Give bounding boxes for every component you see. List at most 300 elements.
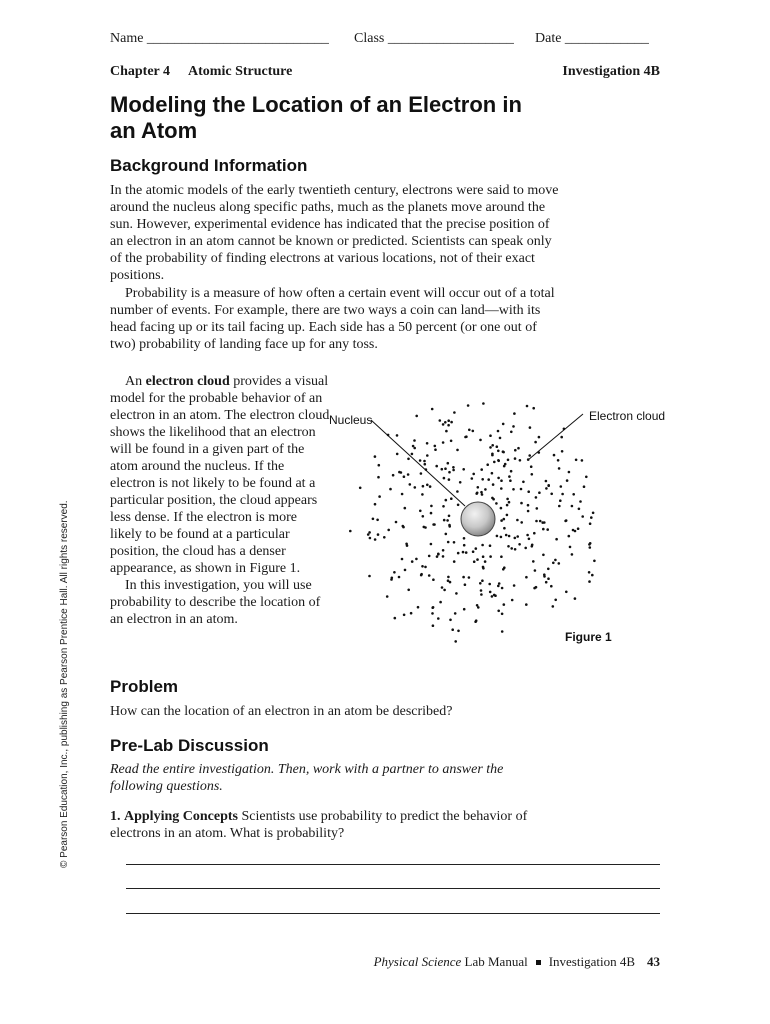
- electron-dot: [514, 449, 517, 452]
- electron-dot: [368, 531, 371, 534]
- electron-dot: [426, 442, 429, 445]
- copyright-notice: © Pearson Education, Inc., publishing as Pearson Prentice Hall. All rights reserved.: [59, 500, 70, 868]
- electron-dot: [390, 578, 393, 581]
- electron-cloud-term: electron cloud: [145, 374, 230, 389]
- electron-dot: [456, 449, 459, 452]
- electron-dot: [494, 594, 497, 597]
- electron-dot: [547, 568, 550, 571]
- electron-dot: [389, 488, 392, 491]
- electron-dot: [560, 485, 563, 488]
- electron-dot: [448, 471, 451, 474]
- electron-dot: [534, 441, 537, 444]
- electron-dot: [482, 402, 485, 405]
- electron-dot: [506, 514, 509, 517]
- electron-dot: [447, 419, 450, 422]
- electron-dot: [528, 538, 531, 541]
- electron-dot: [507, 459, 510, 462]
- class-field[interactable]: Class __________________: [354, 31, 514, 46]
- electron-dot: [525, 603, 528, 606]
- electron-dot: [493, 461, 496, 464]
- electron-dot: [472, 473, 475, 476]
- electron-dot: [481, 478, 484, 481]
- electron-dot: [489, 434, 492, 437]
- electron-dot: [593, 560, 596, 563]
- electron-dot: [581, 459, 584, 462]
- electron-dot: [480, 491, 483, 494]
- electron-dot: [480, 593, 483, 596]
- electron-dot: [506, 498, 509, 501]
- electron-dot: [482, 566, 485, 569]
- electron-dot: [554, 559, 557, 562]
- electron-dot: [430, 512, 433, 515]
- electron-dot: [500, 507, 503, 510]
- electron-dot: [415, 558, 418, 561]
- electron-dot: [374, 455, 377, 458]
- electron-dot: [374, 538, 377, 541]
- electron-dot: [441, 468, 444, 471]
- electron-dot: [369, 537, 372, 540]
- electron-dot: [554, 599, 557, 602]
- electron-dot: [457, 630, 460, 633]
- electron-dot: [417, 606, 420, 609]
- electron-dot: [568, 471, 571, 474]
- electron-dot: [488, 583, 491, 586]
- electron-dot: [589, 522, 592, 525]
- electron-dot: [420, 472, 423, 475]
- electron-dot: [430, 505, 433, 508]
- electron-dot: [552, 562, 555, 565]
- electron-dot: [561, 493, 564, 496]
- electron-dot: [532, 407, 535, 410]
- electron-dot: [479, 439, 482, 442]
- electron-dot: [410, 612, 413, 615]
- electron-dot: [592, 512, 595, 515]
- header-fields: [110, 31, 660, 49]
- electron-dot: [516, 519, 519, 522]
- electron-dot: [501, 613, 504, 616]
- electron-dot: [533, 532, 536, 535]
- electron-dot: [509, 479, 512, 482]
- electron-dot: [414, 486, 417, 489]
- electron-dot: [449, 619, 452, 622]
- electron-dot: [467, 404, 470, 407]
- prelab-heading: Pre-Lab Discussion: [110, 736, 269, 755]
- electron-dot: [402, 526, 405, 529]
- electron-dot: [510, 547, 513, 550]
- electron-dot: [486, 463, 489, 466]
- background-paragraph-2: Probability is a measure of how often a certain event will occur out of a total number of events. For example, there are two ways a coin can land—with its head facing up or its tail facing up. Each side has a 50 percent (or one out of two) probability of landing face up for any toss.: [110, 286, 555, 352]
- electron-dot: [368, 575, 371, 578]
- electron-dot: [431, 612, 434, 615]
- electron-dot: [451, 628, 454, 631]
- electron-dot: [574, 530, 577, 533]
- electron-dot: [462, 551, 465, 554]
- question-1-number: 1.: [110, 809, 121, 824]
- chapter-line: [110, 64, 660, 80]
- electron-dot: [439, 601, 442, 604]
- electron-dot: [502, 450, 505, 453]
- electron-dot: [568, 535, 571, 538]
- electron-dot: [539, 520, 542, 523]
- electron-dot: [447, 576, 450, 579]
- electron-dot: [424, 566, 427, 569]
- electron-dot: [489, 446, 492, 449]
- electron-dot: [404, 507, 407, 510]
- electron-dot: [377, 476, 380, 479]
- electron-dot: [529, 426, 532, 429]
- electron-dot: [445, 430, 448, 433]
- electron-dot: [496, 535, 499, 538]
- electron-dot: [392, 474, 395, 477]
- electron-dot: [516, 535, 519, 538]
- electron-dot: [420, 573, 423, 576]
- electron-dot: [499, 437, 502, 440]
- electron-dot: [489, 591, 492, 594]
- background-paragraph-1: In the atomic models of the early twentieth century, electrons were said to move around the nucleus along specific paths, much as the planets move around the sun. However, experimental evidence has indicated that the precise position of an electron in an atom cannot be known or predicted. Scientists can speak only of the probability of finding electrons at various locations, not of their exact positions.: [110, 183, 559, 283]
- electron-dot: [442, 423, 445, 426]
- electron-dot: [538, 491, 541, 494]
- electron-dot: [482, 555, 485, 558]
- electron-dot: [453, 560, 456, 563]
- electron-dot: [394, 617, 397, 620]
- electron-dot: [449, 581, 452, 584]
- nucleus: [461, 502, 495, 536]
- electron-dot: [535, 586, 538, 589]
- electron-dot: [566, 479, 569, 482]
- electron-dot: [514, 457, 517, 460]
- answer-line-2[interactable]: [126, 888, 660, 889]
- electron-dot: [497, 460, 500, 463]
- electron-dot: [503, 603, 506, 606]
- nucleus-label: Nucleus: [329, 413, 373, 427]
- electron-dot: [514, 537, 517, 540]
- electron-dot: [514, 548, 517, 551]
- electron-dot: [484, 488, 487, 491]
- electron-dot: [426, 454, 429, 457]
- electron-dot: [535, 496, 538, 499]
- electron-dot: [403, 475, 406, 478]
- electron-dot: [558, 562, 561, 565]
- electron-dot: [520, 521, 523, 524]
- background-paragraph-3: An electron cloud provides a visual model for the probable behavior of an electron in an atom. The electron cloud shows the likelihood that an electron will be found in a given part of the atom around the nucleus. If the electron is not likely to be found at a particular position, the cloud appears less dense. If the electron is more likely to be found at a particular position, the cloud has a denser appearance, as shown in Figure 1.: [110, 374, 330, 576]
- electron-dot: [503, 527, 506, 530]
- electron-dot: [527, 490, 530, 493]
- electron-dot: [497, 610, 500, 613]
- electron-dot: [491, 595, 494, 598]
- name-field[interactable]: Name __________________________: [110, 31, 329, 46]
- problem-heading: Problem: [110, 677, 179, 696]
- electron-dot: [444, 467, 447, 470]
- electron-dot: [423, 526, 426, 529]
- electron-dot: [374, 503, 377, 506]
- electron-dot: [536, 507, 539, 510]
- electron-dot: [479, 582, 482, 585]
- electron-dot: [434, 445, 437, 448]
- electron-dot: [372, 518, 375, 521]
- electron-dot: [464, 583, 467, 586]
- electron-dot: [407, 458, 410, 461]
- electron-dot: [497, 430, 500, 433]
- electron-dot: [476, 558, 479, 561]
- electron-dot: [453, 541, 456, 544]
- electron-dot: [585, 476, 588, 479]
- electron-dot: [421, 565, 424, 568]
- electron-dot: [510, 470, 513, 473]
- electron-dot: [543, 573, 546, 576]
- electron-dot: [452, 469, 455, 472]
- electron-dot: [489, 555, 492, 558]
- electron-dot: [454, 640, 457, 643]
- electron-dot: [457, 504, 460, 507]
- electron-dot: [589, 542, 592, 545]
- electron-dot: [558, 505, 561, 508]
- electron-dot: [437, 617, 440, 620]
- electron-dot: [447, 462, 450, 465]
- electron-dot: [443, 477, 446, 480]
- electron-dot: [411, 453, 414, 456]
- electron-dot: [531, 544, 534, 547]
- electron-dot: [489, 544, 492, 547]
- electron-dot: [442, 555, 445, 558]
- electron-dot: [511, 599, 514, 602]
- electron-dot: [506, 504, 509, 507]
- electron-dot: [463, 544, 466, 547]
- electron-dot: [468, 576, 471, 579]
- electron-dot: [448, 515, 451, 518]
- answer-line-1[interactable]: [126, 864, 660, 865]
- electron-dot: [442, 505, 445, 508]
- electron-dot: [423, 460, 426, 463]
- footer-book-title: Physical Science: [373, 954, 462, 969]
- electron-dot: [452, 466, 455, 469]
- electron-dot: [520, 502, 523, 505]
- electron-dot: [495, 502, 498, 505]
- electron-dot: [526, 534, 529, 537]
- electron-dot: [445, 499, 448, 502]
- electron-dot: [571, 553, 574, 556]
- electron-dot: [491, 472, 494, 475]
- electron-dot: [481, 493, 484, 496]
- electron-dot: [572, 493, 575, 496]
- date-field[interactable]: Date ____________: [535, 31, 649, 46]
- electron-dot: [477, 486, 480, 489]
- chapter-label: Chapter 4: [110, 64, 171, 79]
- electron-dot: [462, 468, 465, 471]
- electron-dot: [565, 591, 568, 594]
- electron-dot: [457, 552, 460, 555]
- nucleus-leader-line: [371, 420, 465, 506]
- electron-dot: [475, 619, 478, 622]
- prelab-instructions: Read the entire investigation. Then, work with a partner to answer the following questions.: [110, 762, 504, 794]
- electron-dot: [398, 576, 401, 579]
- electron-dot: [547, 577, 550, 580]
- electron-dot: [561, 450, 564, 453]
- electron-dot: [448, 525, 451, 528]
- electron-dot: [525, 576, 528, 579]
- electron-dot: [455, 592, 458, 595]
- electron-dot: [428, 574, 431, 577]
- electron-dot: [501, 630, 504, 633]
- question-1-text: Scientists use probability to predict the behavior of electrons in an atom. What is probability?: [110, 809, 528, 841]
- electron-dot: [542, 554, 545, 557]
- chapter-topic: Atomic Structure: [188, 64, 293, 79]
- electron-dot: [459, 481, 462, 484]
- electron-dot: [450, 497, 453, 500]
- electron-dot: [480, 468, 483, 471]
- electron-dot: [453, 411, 456, 414]
- electron-dot: [407, 589, 410, 592]
- electron-dot: [557, 459, 560, 462]
- electron-dot: [393, 571, 396, 574]
- page-title: Modeling the Location of an Electron in an Atom: [110, 92, 522, 143]
- electron-dot: [500, 555, 503, 558]
- background-paragraph-4: In this investigation, you will use probability to describe the location of an electron in an atom.: [110, 578, 321, 627]
- electron-dot: [481, 579, 484, 582]
- electron-dot: [519, 459, 522, 462]
- electron-dot: [496, 445, 499, 448]
- electron-dot: [575, 459, 578, 462]
- electron-dot: [441, 586, 444, 589]
- electron-dot: [545, 581, 548, 584]
- electron-dot: [513, 584, 516, 587]
- electron-dot: [450, 440, 453, 443]
- electron-dot: [437, 553, 440, 556]
- electron-dot: [430, 543, 433, 546]
- electron-dot: [471, 477, 474, 480]
- electron-dot: [510, 431, 513, 434]
- electron-dot: [508, 535, 511, 538]
- electron-dot: [507, 545, 510, 548]
- electron-dot: [513, 412, 516, 415]
- electron-dot: [500, 487, 503, 490]
- electron-dot: [481, 544, 484, 547]
- electron-dot: [376, 519, 379, 522]
- question-1-label: Applying Concepts: [124, 809, 238, 824]
- electron-dot: [498, 582, 501, 585]
- electron-dot: [443, 519, 446, 522]
- electron-dot: [409, 483, 412, 486]
- electron-dot: [497, 477, 500, 480]
- electron-dot: [500, 479, 503, 482]
- electron-dot: [415, 415, 418, 418]
- electron-dot: [465, 435, 468, 438]
- electron-dot: [395, 521, 398, 524]
- electron-dot: [447, 541, 450, 544]
- footer-investigation: Investigation 4B: [548, 954, 635, 969]
- figure-caption: Figure 1: [565, 630, 612, 644]
- electron-dot: [526, 405, 529, 408]
- electron-dot: [522, 481, 525, 484]
- electron-dot: [444, 421, 447, 424]
- electron-dot: [512, 488, 515, 491]
- electron-dot: [424, 463, 427, 466]
- electron-dot: [442, 549, 445, 552]
- electron-dot: [564, 520, 567, 523]
- electron-dot: [386, 595, 389, 598]
- electron-dot: [422, 485, 425, 488]
- electron-dot: [421, 493, 424, 496]
- electron-dot: [590, 516, 593, 519]
- electron-dot: [401, 493, 404, 496]
- electron-dot: [428, 555, 431, 558]
- cloud-leader-line: [528, 414, 583, 460]
- electron-dot: [419, 510, 422, 513]
- electron-dot: [484, 560, 487, 563]
- electron-dot: [577, 527, 580, 530]
- electron-dot: [503, 518, 506, 521]
- electron-dot: [377, 533, 380, 536]
- electron-dot: [419, 459, 422, 462]
- electron-dot: [448, 478, 451, 481]
- electron-dot: [487, 478, 490, 481]
- electron-dot: [359, 487, 362, 490]
- electron-dot: [503, 465, 506, 468]
- electron-dot: [468, 429, 471, 432]
- electron-dot: [446, 519, 449, 522]
- electron-dot: [404, 569, 407, 572]
- page-footer: [374, 954, 660, 970]
- electron-cloud-text: [110, 373, 332, 628]
- electron-dot: [435, 465, 438, 468]
- electron-dot: [472, 430, 475, 433]
- answer-line-3[interactable]: [126, 913, 660, 914]
- electron-dot: [532, 560, 535, 563]
- electron-dot: [501, 587, 504, 590]
- investigation-label: Investigation 4B: [562, 64, 660, 79]
- electron-dot: [527, 504, 530, 507]
- electron-dot: [591, 574, 594, 577]
- electron-dot: [413, 439, 416, 442]
- electron-dot: [524, 547, 527, 550]
- electron-dot: [403, 614, 406, 617]
- electron-dot: [432, 578, 435, 581]
- electron-dot: [531, 473, 534, 476]
- electron-dot: [407, 473, 410, 476]
- electron-dot: [396, 434, 399, 437]
- electron-dot: [535, 520, 538, 523]
- electron-dot: [432, 523, 435, 526]
- electron-dot: [442, 441, 445, 444]
- electron-dot: [505, 534, 508, 537]
- electron-dot: [569, 546, 572, 549]
- electron-dot: [583, 485, 586, 488]
- electron-dot: [473, 560, 476, 563]
- electron-dot: [422, 515, 425, 518]
- electron-dot: [538, 436, 541, 439]
- electron-dot: [465, 551, 468, 554]
- electron-dot: [413, 447, 416, 450]
- electron-dot: [571, 505, 574, 508]
- electron-dot: [545, 487, 548, 490]
- electron-dot: [547, 484, 550, 487]
- electron-dot: [545, 480, 548, 483]
- electron-dot: [558, 467, 561, 470]
- electron-dot: [462, 576, 465, 579]
- electron-dot: [349, 530, 352, 533]
- electron-dot: [578, 508, 581, 511]
- electron-dot: [426, 484, 429, 487]
- electron-dot: [396, 453, 399, 456]
- footer-bullet: [536, 960, 541, 965]
- electron-dot: [378, 495, 381, 498]
- electron-dot: [378, 464, 381, 467]
- electron-dot: [491, 444, 494, 447]
- electron-dot: [472, 550, 475, 553]
- electron-dot: [434, 448, 437, 451]
- electron-dot: [401, 558, 404, 561]
- page-number: 43: [647, 954, 660, 969]
- electron-dot: [480, 589, 483, 592]
